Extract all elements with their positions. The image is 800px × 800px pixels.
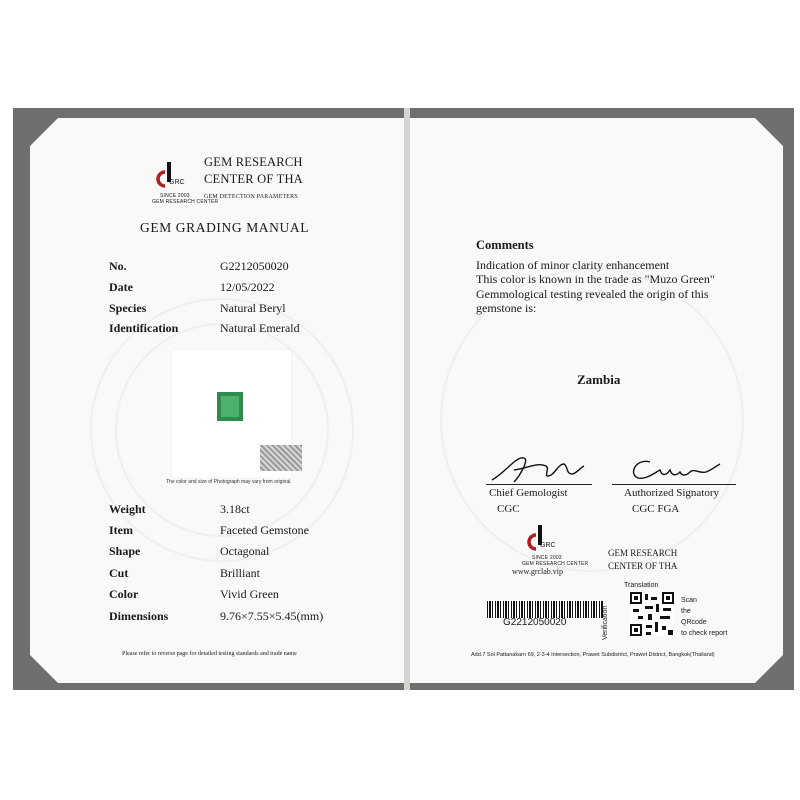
- emerald-stone: [217, 392, 243, 421]
- hologram-sticker: [260, 445, 302, 471]
- right-page: [410, 118, 783, 683]
- right-bottom-corner: [755, 655, 783, 683]
- authorized-signatory-role: Authorized Signatory: [624, 487, 720, 499]
- grading-manual-title: GEM GRADING MANUAL: [140, 220, 310, 235]
- signature-line-2: [612, 484, 736, 485]
- qr-verification-label: Verification: [602, 605, 609, 640]
- center-name-2: CENTER OF THA: [608, 561, 678, 571]
- scan-line-4: to check report: [681, 630, 728, 637]
- authorized-signatory-org: CGC FGA: [632, 503, 680, 515]
- brand-name-2: CENTER OF THA: [204, 172, 303, 186]
- label-identification: Identification: [109, 321, 179, 335]
- value-species: Natural Beryl: [220, 301, 286, 315]
- grc-logo-icon-right: [522, 523, 556, 557]
- value-no: G2212050020: [220, 259, 289, 273]
- logo-text-right: GRC: [540, 542, 556, 549]
- comment-line-3: Gemmological testing revealed the origin of this: [476, 287, 709, 301]
- label-weight: Weight: [109, 502, 146, 516]
- brand-name-1: GEM RESEARCH: [204, 155, 303, 169]
- comment-line-2: This color is known in the trade as "Muzo Green": [476, 272, 715, 286]
- grc-logo-icon: [151, 160, 185, 194]
- comment-line-4: gemstone is:: [476, 301, 537, 315]
- value-weight: 3.18ct: [220, 502, 250, 516]
- label-species: Species: [109, 301, 147, 315]
- label-no: No.: [109, 259, 127, 273]
- scan-line-2: the: [681, 608, 691, 615]
- signature-line-1: [486, 484, 592, 485]
- qr-code[interactable]: [630, 592, 674, 636]
- chief-gemologist-signature: [488, 452, 588, 486]
- logo-since: SINCE 2003: [160, 193, 190, 199]
- value-item: Faceted Gemstone: [220, 523, 309, 537]
- logo-text: GRC: [169, 179, 185, 186]
- photo-caption: The color and size of Photograph may vary from original.: [166, 479, 292, 485]
- scan-line-1: Scan: [681, 597, 697, 604]
- qr-translation-label: Translation: [624, 582, 659, 589]
- logo-center-right: GEM RESEARCH CENTER: [522, 561, 589, 567]
- value-color: Vivid Green: [220, 587, 279, 601]
- lab-address: Add.7 Soi Pattanakarn 69, 2-3-4 Intersection, Prawet Subdistrict, Prawet District, Bangkok(Thailand): [471, 652, 715, 658]
- center-fold: [404, 108, 410, 690]
- comments-title: Comments: [476, 238, 534, 252]
- label-color: Color: [109, 587, 139, 601]
- value-shape: Octagonal: [220, 544, 270, 558]
- comment-line-1: Indication of minor clarity enhancement: [476, 258, 670, 272]
- value-dimensions: 9.76×7.55×5.45(mm): [220, 609, 324, 623]
- barcode: [487, 601, 603, 618]
- left-footer-note: Please refer to reverse page for detailed testing standards and trade name: [122, 651, 297, 657]
- scan-line-3: QRcode: [681, 619, 707, 626]
- detection-parameters: GEM DETECTION PARAMETERS: [204, 194, 298, 200]
- left-top-corner: [30, 118, 58, 146]
- chief-gemologist-role: Chief Gemologist: [489, 487, 568, 499]
- center-name-1: GEM RESEARCH: [608, 548, 678, 558]
- origin-country: Zambia: [577, 372, 621, 387]
- value-date: 12/05/2022: [220, 280, 275, 294]
- value-identification: Natural Emerald: [220, 321, 300, 335]
- label-cut: Cut: [109, 566, 129, 580]
- authorized-signatory-signature: [626, 452, 722, 486]
- chief-gemologist-org: CGC: [497, 503, 520, 515]
- barcode-number: G2212050020: [503, 617, 567, 628]
- gemstone-photo: [172, 350, 291, 478]
- label-shape: Shape: [109, 544, 141, 558]
- value-cut: Brilliant: [220, 566, 260, 580]
- left-bottom-corner: [30, 655, 58, 683]
- right-top-corner: [755, 118, 783, 146]
- logo-center: GEM RESEARCH CENTER: [152, 199, 219, 205]
- website-link[interactable]: www.grclab.vip: [512, 567, 564, 576]
- label-dimensions: Dimensions: [109, 609, 169, 623]
- label-item: Item: [109, 523, 133, 537]
- label-date: Date: [109, 280, 133, 294]
- logo-since-right: SINCE 2003: [532, 555, 562, 561]
